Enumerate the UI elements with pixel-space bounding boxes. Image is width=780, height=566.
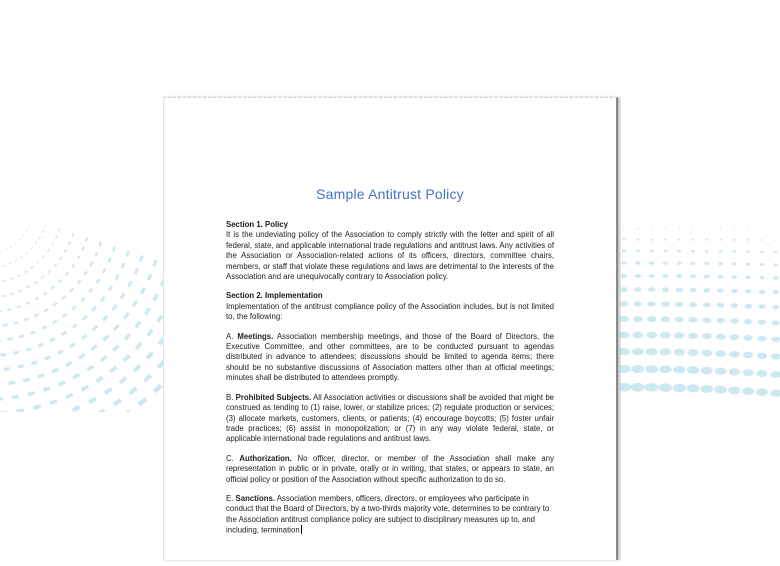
clause-e-sanctions[interactable] xyxy=(226,494,554,536)
clause-label: Prohibited Subjects. xyxy=(235,392,312,402)
clause-text: All Association activities or discussions shall be avoided that might be construed as tending to (1) raise, lower, or stabilize prices; (2) regulate production or services; (3) allocate markets, customers, clients, or patients; (4) encourage boycotts; (5) foster unfair trade practices; (6) assist in monopolization; or (7) in any way violate federal, state, or applicable international trade regulations and antitrust laws. xyxy=(226,392,554,444)
section-1-paragraph[interactable]: It is the undeviating policy of the Association to comply strictly with the letter and spirit of all federal, state, and applicable international trade regulations and antitrust laws. Any activities of the Association or Association-related actions of its officers, directors, committee chairs, members, or staff that violate these regulations and laws are detrimental to the interests of the Association and are unequivocally contrary to Association policy. xyxy=(226,230,554,282)
document-page[interactable] xyxy=(163,97,618,560)
section-2-intro-paragraph[interactable]: Implementation of the antitrust compliance policy of the Association includes, but is not limited to, the following: xyxy=(226,301,554,322)
clause-text: Association membership meetings, and those of the Board of Directors, the Executive Committee, and other committees, are to be conducted pursuant to agendas distributed in advance to attendees; discussions should be limited to agenda items; there should be no substantive discussions of Association matters other than at official meetings; minutes shall be distributed to attendees promptly. xyxy=(226,331,554,383)
clause-prefix: B. xyxy=(226,392,234,402)
clause-prefix: C. xyxy=(226,453,234,463)
section-1-heading[interactable]: Section 1. Policy xyxy=(226,220,288,229)
clause-c-authorization[interactable] xyxy=(226,454,554,485)
text-caret xyxy=(301,525,302,534)
clause-label: Meetings. xyxy=(237,331,274,341)
right-halftone-pattern xyxy=(620,224,780,404)
document-body[interactable] xyxy=(226,220,554,536)
clause-text: No officer, director, or member of the Association shall make any representation in public or in private, orally or in writing, that states, or appears to state, an official policy or position of the Association without specific authorization to do so. xyxy=(226,453,554,484)
clause-text: Association members, officers, directors, or employees who participate in conduct that the Board of Directors, by a two-thirds majority vote, determines to be contrary to the Association antitrust compliance policy are subject to disciplinary measures up to, and including, termination xyxy=(226,493,550,535)
left-halftone-pattern xyxy=(0,226,163,412)
section-2-heading[interactable]: Section 2. Implementation xyxy=(226,291,323,301)
clause-prefix: E. xyxy=(226,493,234,503)
clause-a-meetings[interactable] xyxy=(226,332,554,384)
clause-prefix: A. xyxy=(226,331,234,341)
clause-label: Sanctions. xyxy=(235,493,275,503)
clause-label: Authorization. xyxy=(239,453,292,463)
clause-b-prohibited-subjects[interactable] xyxy=(226,393,554,445)
document-title[interactable]: Sample Antitrust Policy xyxy=(316,186,464,202)
